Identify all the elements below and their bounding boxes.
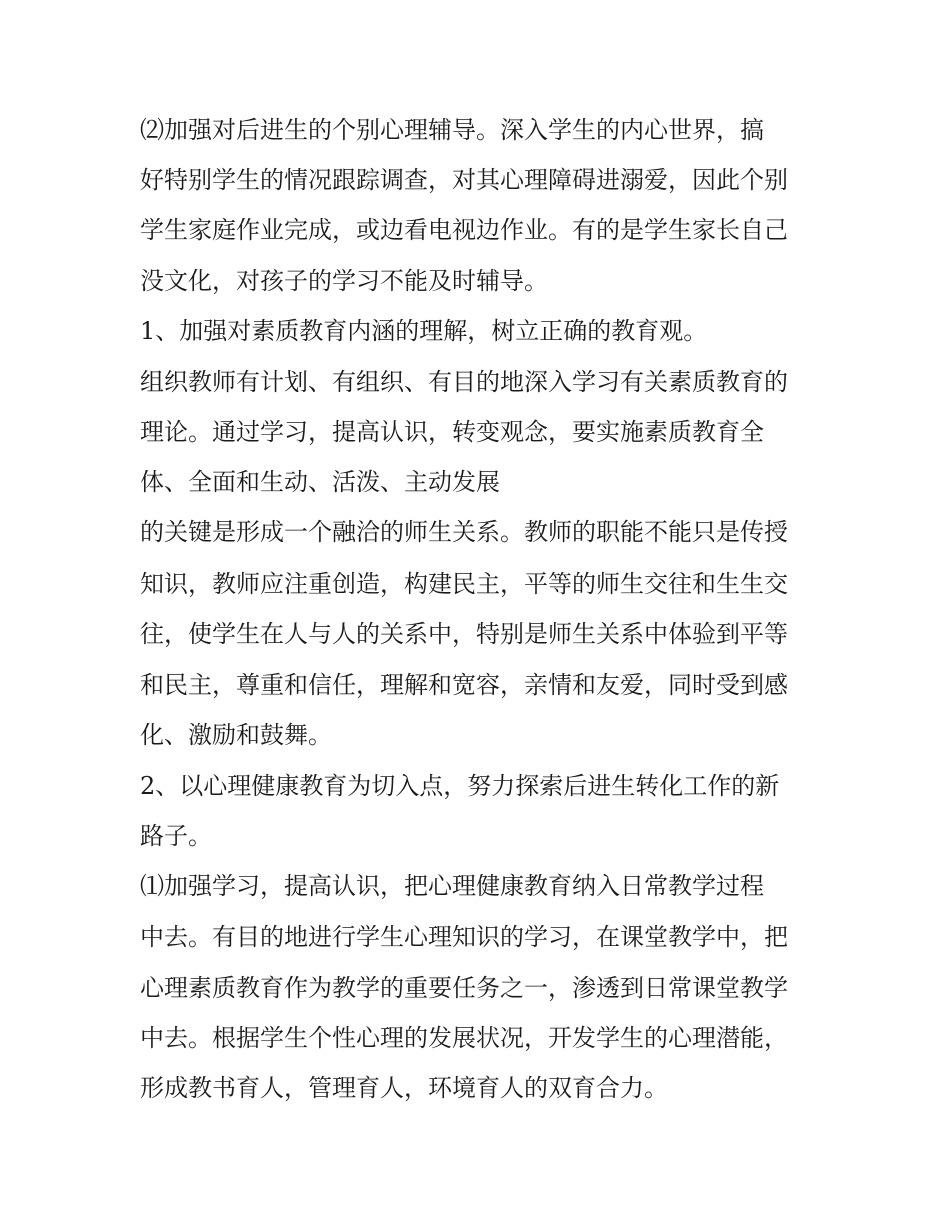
text-line: 的关键是形成一个融洽的师生关系。教师的职能不能只是传授 xyxy=(140,518,788,546)
text-line: 理论。通过学习，提高认识，转变观念，要实施素质教育全 xyxy=(140,418,764,446)
text-line: 好特别学生的情况跟踪调查，对其心理障碍进溺爱，因此个别 xyxy=(140,166,788,194)
text-line: 和民主，尊重和信任，理解和宽容，亲情和友爱，同时受到感 xyxy=(140,671,788,699)
text-line: 心理素质教育作为教学的重要任务之一，渗透到日常课堂教学 xyxy=(140,974,788,1002)
text-line: 组织教师有计划、有组织、有目的地深入学习有关素质教育的 xyxy=(140,368,788,396)
text-line: ⑴加强学习，提高认识，把心理健康教育纳入日常教学过程 xyxy=(140,872,764,900)
text-line: 中去。根据学生个性心理的发展状况，开发学生的心理潜能， xyxy=(140,1024,788,1052)
text-line: 化、激励和鼓舞。 xyxy=(140,721,332,749)
text-line: 往，使学生在人与人的关系中，特别是师生关系中体验到平等 xyxy=(140,620,788,648)
text-line: 路子。 xyxy=(140,822,212,850)
text-line: 2、以心理健康教育为切入点，努力探索后进生转化工作的新 xyxy=(140,772,780,800)
text-line: 中去。有目的地进行学生心理知识的学习，在课堂教学中，把 xyxy=(140,923,788,951)
text-line: 知识，教师应注重创造，构建民主，平等的师生交往和生生交 xyxy=(140,570,788,598)
text-line: 1、加强对素质教育内涵的理解，树立正确的教育观。 xyxy=(140,317,708,345)
text-line: 没文化，对孩子的学习不能及时辅导。 xyxy=(140,267,548,295)
text-line: 形成教书育人，管理育人，环境育人的双育合力。 xyxy=(140,1074,668,1102)
text-line: 学生家庭作业完成，或边看电视边作业。有的是学生家长自己 xyxy=(140,216,788,244)
text-line: 体、全面和生动、活泼、主动发展 xyxy=(140,468,500,496)
text-line: ⑵加强对后进生的个别心理辅导。深入学生的内心世界，搞 xyxy=(140,116,764,144)
